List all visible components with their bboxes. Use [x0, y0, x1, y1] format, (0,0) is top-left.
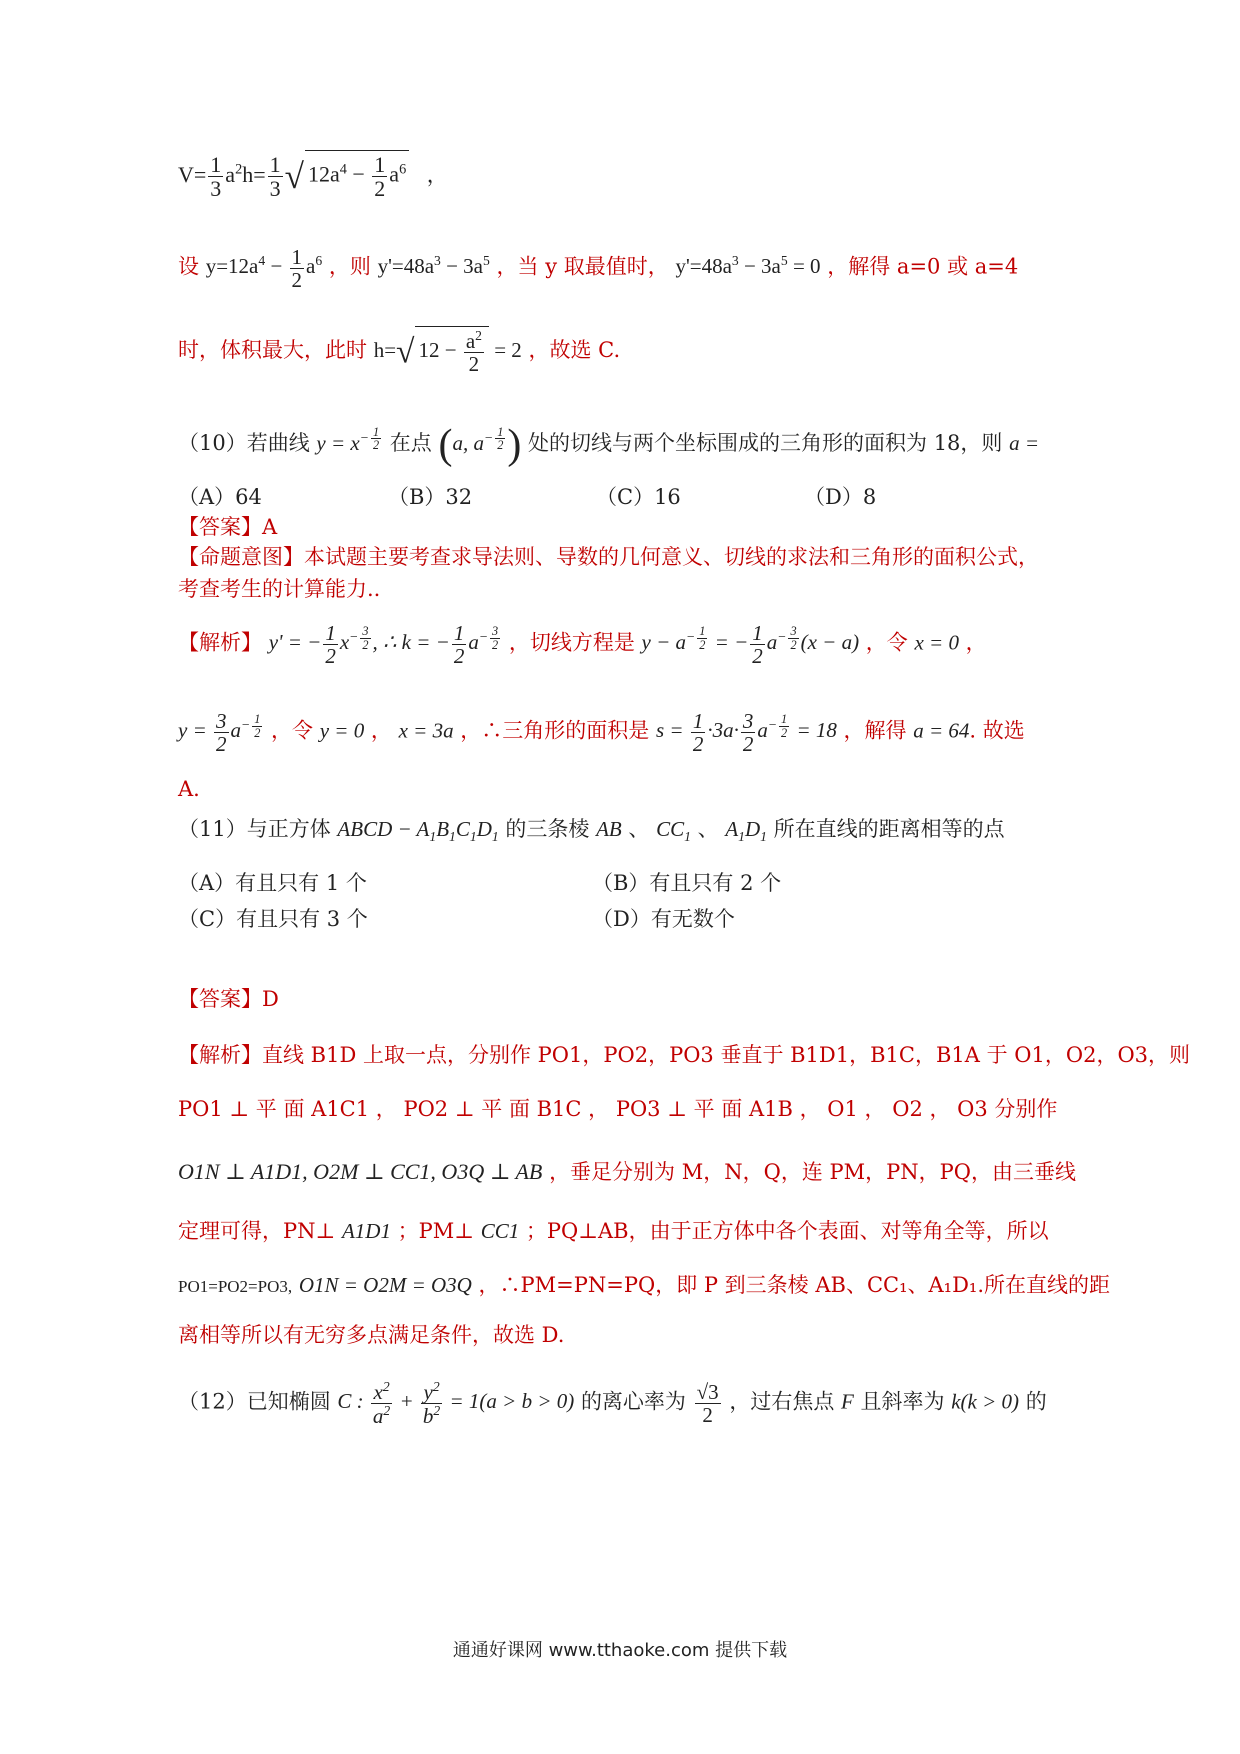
q11-stem: 所在直线的距离相等的点 — [773, 817, 1005, 841]
max-volume-text: 时，体积最大，此时 — [178, 337, 367, 362]
choose-c-text: ，故选 C. — [528, 337, 621, 362]
y-definition: $y=12a^4$ − $\frac{1}{2}$ $a^6$ — [205, 245, 323, 293]
sol10-tangent-text: ，切线方程是 — [508, 630, 635, 655]
q11-cube: ABCD − $A_1B_1C_1D_1$ — [337, 817, 499, 845]
extremum-text: ，当 y 取最值时， — [496, 254, 669, 279]
answer-11: 【答案】D — [178, 987, 279, 1011]
sol11-text-4c: ；PQ⊥AB，由于正方体中各个表面、对等角全等，所以 — [525, 1219, 1049, 1243]
sol11-text-4a: 定理可得，PN⊥ — [178, 1219, 336, 1243]
intent-10-line2: 考查考生的计算能力.. — [178, 577, 381, 601]
q12-lead: （12）已知椭圆 — [178, 1389, 331, 1414]
sol10-area-text: ，∴三角形的面积是 — [460, 718, 650, 743]
q11-edge-a1d1: $A_1D_1$ — [725, 817, 767, 845]
q11-edge-cc1: $CC_1$ — [656, 817, 691, 845]
q11-option-a[interactable]: （A）有且只有 1 个 — [178, 871, 367, 895]
solution-11-line4 — [178, 1218, 1068, 1245]
q10-stem: 处的切线与两个坐标围成的三角形的面积为 18，则 — [528, 431, 1003, 456]
q12-eccentricity-text: 的离心率为 — [580, 1389, 686, 1414]
sol10-solve-text: ，解得 — [843, 718, 907, 743]
solution-11-label: 【解析】 — [178, 1043, 262, 1067]
solution-11-line5 — [178, 1272, 1111, 1299]
q11-sep-1: 、 — [628, 817, 650, 841]
solution-10-line1 — [178, 622, 1068, 667]
sol10-comma-2: ， — [370, 718, 392, 743]
sol11-perpendiculars: O1N ⊥ A1D1, O2M ⊥ CC1, O3Q ⊥ AB — [178, 1159, 543, 1184]
solution-11-line1 — [178, 1042, 1191, 1069]
sol11-text-3: ，垂足分别为 M，N，Q，连 PM，PN，PQ，由三垂线 — [549, 1160, 1076, 1184]
q10-option-b[interactable]: （B）32 — [388, 485, 473, 509]
sol11-edge-cc1: CC1 — [480, 1219, 520, 1243]
solution-11-line6: 离相等所以有无穷多点满足条件，故选 D. — [178, 1323, 565, 1347]
formula-comma: ， — [426, 162, 448, 187]
q10-a-equals: a = — [1009, 431, 1040, 456]
volume-formula: V= $\frac{1}{3}$ $a^2h=$ $\frac{1}{3}$ √ $12a^4$ − $\frac{1}{2}$ $a^6$ — [178, 162, 415, 187]
q12-focus-f: F — [841, 1389, 854, 1414]
q12-slope-k: k(k > 0) — [951, 1389, 1020, 1414]
q10-option-c[interactable]: （C）16 — [596, 485, 681, 509]
solution-11-line3 — [178, 1158, 1076, 1187]
sol11-text-5: ，∴PM=PN=PQ，即 P 到三条棱 AB、CC₁、A₁D₁.所在直线的距 — [478, 1273, 1111, 1297]
sol10-area-eq: s = $\frac{1}{2}$ ·3a· $\frac{3}{2}$ $a^{- \frac{1}{2}}$ = 18 — [655, 709, 837, 757]
sol10-derivative: y' = − $\frac{1}{2}$ $x^{- \frac{3}{2}}$ , ∴ k = − $\frac{1}{2}$ $a^{- \frac{3}{2}}$ — [268, 621, 499, 669]
q11-options-row2 — [178, 906, 1068, 936]
sol11-equal-feet: O1N = O2M = O3Q — [298, 1273, 472, 1297]
q10-at-point: 在点 — [389, 431, 432, 456]
height-line — [178, 326, 1068, 375]
solution-10-line3: A. — [178, 777, 200, 801]
q11-option-b[interactable]: （B）有且只有 2 个 — [592, 871, 782, 895]
height-formula: h=√ 12 − $\frac{a^2}{2}$ = 2 — [373, 328, 522, 377]
q11-option-c[interactable]: （C）有且只有 3 个 — [178, 907, 368, 931]
q12-tail: 的 — [1025, 1389, 1047, 1414]
sol10-x-intercept: x = 3a — [398, 718, 454, 743]
sol10-y-intercept: y = $\frac{3}{2}$ $a^{- \frac{1}{2}}$ — [178, 709, 261, 757]
solution-11-line2: PO1 ⊥ 平 面 A1C1 ， PO2 ⊥ 平 面 B1C ， PO3 ⊥ 平 面 A1B ， O1 ， O2 ， O3 分别作 — [178, 1097, 1058, 1121]
derivative-line — [178, 246, 1068, 291]
intent-10-line1: 【命题意图】本试题主要考查求导法则、导数的几何意义、切线的求法和三角形的面积公式， — [178, 545, 1039, 569]
q11-option-d[interactable]: （D）有无数个 — [592, 907, 735, 931]
sol10-y-zero: y = 0 — [319, 718, 365, 743]
sol10-let-text-2: ，令 — [271, 718, 314, 743]
q10-curve: $y = x^{- \frac{1}{2}}$ — [316, 424, 380, 456]
sol10-a-value: a = 64 — [913, 718, 970, 743]
sol10-let-text: ，令 — [865, 630, 908, 655]
solution-10-line2 — [178, 710, 1068, 755]
page-footer: 通通好课网 www.tthaoke.com 提供下载 — [452, 1640, 788, 1661]
sol11-text-1: 直线 B1D 上取一点，分别作 PO1，PO2，PO3 垂直于 B1D1，B1C，B1A 于 O1，O2，O3，则 — [262, 1043, 1191, 1067]
question-10 — [178, 418, 1068, 473]
q10-options — [178, 484, 1068, 514]
q10-point: (a, $a^{- \frac{1}{2}}$ ) — [438, 422, 522, 468]
sol10-tangent-eq: $y - a^{- \frac{1}{2}}$ = − $\frac{1}{2}$ $a^{- \frac{3}{2}}$ (x − a) — [641, 621, 860, 669]
q12-ellipse: C : $\frac{x^2}{a^2}$ + $\frac{y^2}{b^2}$ = 1(a > b > 0) — [337, 1379, 575, 1429]
then-text: ，则 — [328, 254, 371, 279]
q11-edge-ab: AB — [596, 817, 622, 841]
sol11-edge-a1d1: A1D1 — [341, 1219, 391, 1243]
sol11-text-4b: ；PM⊥ — [397, 1219, 475, 1243]
answer-10: 【答案】A — [178, 515, 278, 539]
let-text: 设 — [178, 254, 199, 279]
solution-10-label: 【解析】 — [178, 630, 262, 655]
sol10-choose-text: . 故选 — [969, 718, 1025, 743]
q10-option-a[interactable]: （A）64 — [178, 485, 262, 509]
question-12 — [178, 1380, 1068, 1427]
sol10-comma: ， — [965, 630, 987, 655]
volume-formula-line — [178, 150, 1068, 200]
y-prime: $y'=48a^3 - 3a^5$ — [377, 253, 490, 279]
q10-lead: （10）若曲线 — [178, 431, 310, 456]
q12-eccentricity: $\frac{√3}{2}$ — [696, 1380, 719, 1428]
q11-lead: （11）与正方体 — [178, 817, 331, 841]
question-11 — [178, 816, 1068, 846]
q10-option-d[interactable]: （D）8 — [804, 485, 877, 509]
q12-focus-text: ，过右焦点 — [729, 1389, 835, 1414]
q12-slope-text: 且斜率为 — [860, 1389, 945, 1414]
q11-three-edges: 的三条棱 — [505, 817, 590, 841]
solution-text: ，解得 a=0 或 a=4 — [827, 254, 1019, 279]
q11-sep-2: 、 — [697, 817, 719, 841]
y-prime-zero: $y'=48a^3 - 3a^5 = 0$ — [675, 253, 821, 279]
sol10-x-zero: x = 0 — [914, 630, 959, 655]
sol11-equal-po: PO1=PO2=PO3, — [178, 1277, 293, 1296]
q11-options-row1 — [178, 870, 1068, 900]
